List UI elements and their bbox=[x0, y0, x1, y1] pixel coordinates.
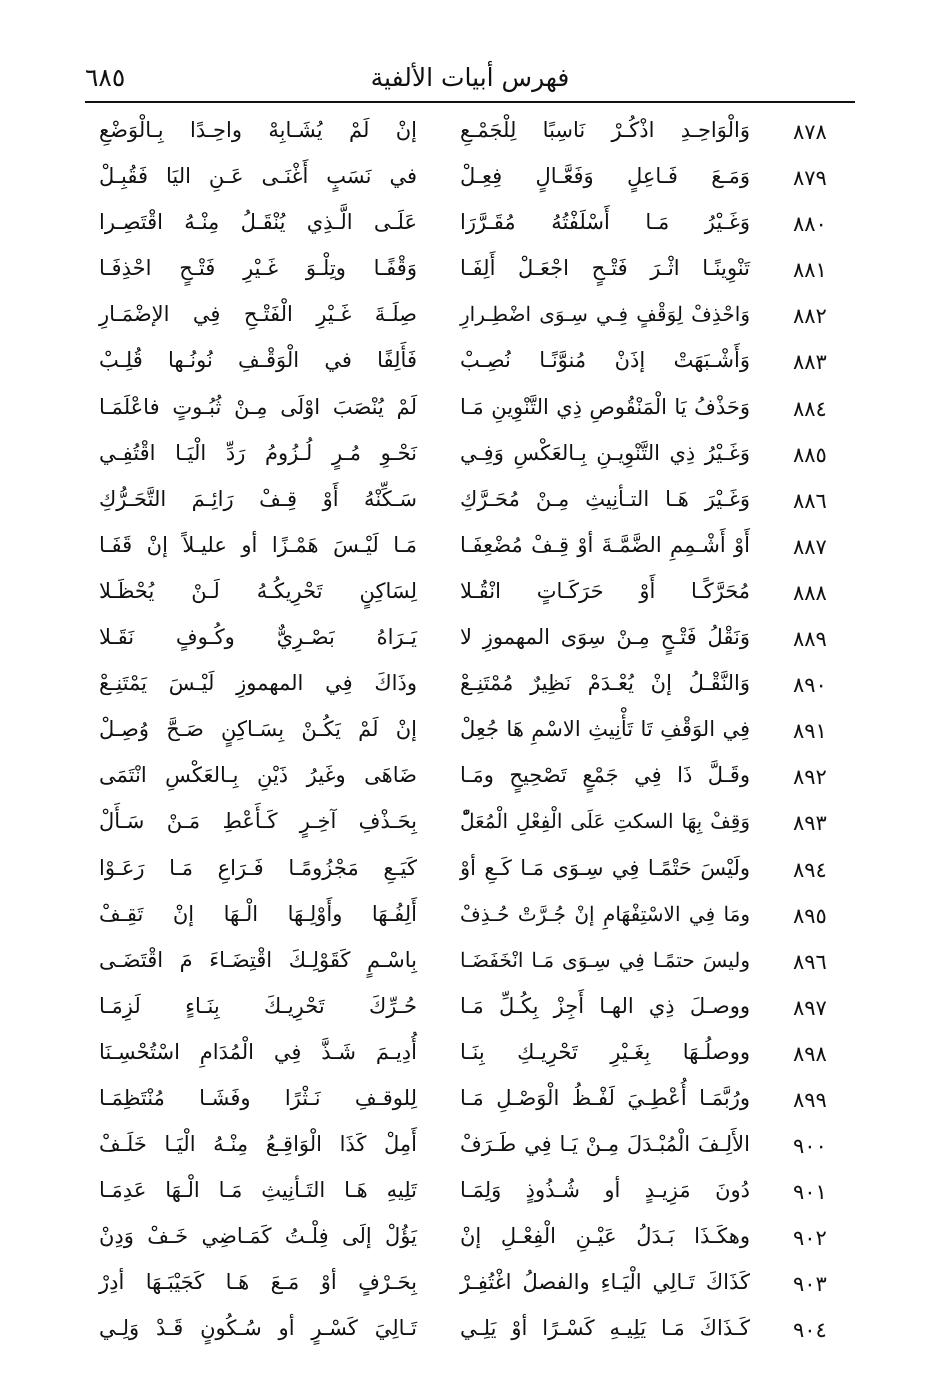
verse-row bbox=[100, 1172, 860, 1218]
verse-second-hemistich: أَمِلْ كَذَا الْوَاقِـعُ مِنْـهُ الْيَـا خَلَـفْ bbox=[99, 1132, 417, 1157]
verse-second-hemistich: بِحَـرْفٍ أوْ مَـعَ هَـا كَجَيْبَـهَا أدِرْ bbox=[99, 1270, 417, 1295]
verse-second-hemistich: في نَسَبٍ أَغْنَـى عَـنِ اليَا فَقُبِـلْ bbox=[99, 164, 417, 189]
verse-first-hemistich: فِي الوَقْفِ تَا تَأْنِيثِ الاسْمِ هَا جُعِلْ bbox=[460, 717, 750, 742]
verse-first-hemistich: وَنَقْلُ فَتْـحٍ مِـنْ سِوَى المهموزِ لا bbox=[460, 625, 750, 650]
verse-first-hemistich: وَمَـعَ فَـاعِلٍ وَفَعَّـالٍ فِعِـلْ bbox=[460, 164, 750, 189]
verse-number: ٨٩٠ bbox=[793, 673, 827, 698]
verse-row bbox=[100, 896, 860, 942]
verse-row bbox=[100, 204, 860, 250]
verse-first-hemistich: وَغَـيْرُ ذِي التَّنْوِيـنِ بِـالعَكْسِ وَفِـي bbox=[460, 440, 750, 465]
verse-first-hemistich: وَأَشْـبَهَتْ إذَنْ مُنوَّنًـا نُصِـبْ bbox=[460, 348, 750, 373]
verse-row bbox=[100, 711, 860, 757]
verse-second-hemistich: تَـالِيَ كَسْـرٍ أو سُـكُونٍ قَـدْ وَلِـي bbox=[99, 1316, 417, 1341]
verse-second-hemistich: نَحْـوِ مُـرٍ لُـزُومُ رَدِّ الْيَـا اقْتُفِـي bbox=[99, 440, 417, 465]
verse-second-hemistich: لَمْ يُنْصَبَ اوْلَى مِـنْ ثُبُـوتٍ فاعْلَمَـا bbox=[99, 394, 417, 419]
verse-row bbox=[100, 1126, 860, 1172]
verse-first-hemistich: وليسَ حتمًـا فِي سِـوَى مَـا انْخَفَضَـا bbox=[460, 947, 750, 972]
verse-number: ٨٩٩ bbox=[793, 1087, 827, 1112]
verse-row bbox=[100, 942, 860, 988]
verse-second-hemistich: يَـرَاهُ بَصْـرِيٌّ وكُـوفٍ نَقَـلا bbox=[99, 625, 417, 650]
page-number: ٦٨٥ bbox=[85, 63, 126, 92]
verse-first-hemistich: دُونَ مَزِيـدٍ أو شُـذُوذٍ وَلِمَـا bbox=[460, 1178, 750, 1203]
verse-row bbox=[100, 1034, 860, 1080]
verse-second-hemistich: عَلَـى الَّـذِي يُنْقَـلُ مِنْـهُ اقْتَصِـرا bbox=[99, 210, 417, 235]
verse-first-hemistich: وَالْوَاحِـدِ اذْكُـرْ نَاسِبًا لِلْجَمْـعِ bbox=[460, 118, 750, 142]
verse-row bbox=[100, 665, 860, 711]
verse-second-hemistich: بِاسْـمٍ كَقَوْلِـكَ اقْتِضَـاءَ مَ اقْتَضَـى bbox=[99, 947, 417, 972]
verse-number: ٨٨٦ bbox=[793, 488, 827, 513]
verse-row bbox=[100, 158, 860, 204]
verse-number: ٩٠٤ bbox=[793, 1318, 827, 1343]
verse-number: ٨٩٢ bbox=[793, 765, 827, 790]
page-header bbox=[85, 55, 855, 103]
verse-second-hemistich: سَـكِّنْهُ أَوْ قِـفْ رَائِـمَ التَّحَـرُّكِ bbox=[99, 486, 417, 511]
verse-row bbox=[100, 1218, 860, 1264]
verse-row bbox=[100, 573, 860, 619]
verse-number: ٨٩٧ bbox=[793, 995, 827, 1020]
verse-row bbox=[100, 481, 860, 527]
verse-first-hemistich: وَغَـيْرُ مَـا أَسْلَفْتُهُ مُقَـرَّرَا bbox=[460, 210, 750, 235]
verse-first-hemistich: أَوْ أَشْـمِمِ الضَّمَّـةَ أوْ قِـفْ مُضْعِفَـا bbox=[460, 532, 750, 557]
verse-row bbox=[100, 296, 860, 342]
verse-second-hemistich: إنْ لَمْ يُشَـابِهْ واحِـدًا بِـالْوَضْعِ bbox=[99, 118, 417, 142]
verse-row bbox=[100, 342, 860, 388]
verse-row bbox=[100, 757, 860, 803]
verse-second-hemistich: مَـا لَيْـسَ هَمْـزًا أو عليـلاً إنْ قَفَـا bbox=[99, 532, 417, 557]
verse-first-hemistich: وَغَـيْرَ هَـا التـأنِيثِ مِـنْ مُحَـرَّكِ bbox=[460, 486, 750, 511]
verse-row bbox=[100, 389, 860, 435]
verse-number: ٩٠٢ bbox=[793, 1226, 827, 1251]
verse-number: ٩٠١ bbox=[793, 1180, 827, 1205]
verse-row bbox=[100, 1264, 860, 1310]
verse-second-hemistich: يَؤُلْ إلَى فِلْـتُ كَمَـاضِي خَـفْ وَدِنْ bbox=[99, 1224, 417, 1249]
verse-first-hemistich: وقَـلَّ ذَا فِي جَمْعٍ تَصْحِيحٍ ومَـا bbox=[460, 763, 750, 788]
verse-number: ٨٨٢ bbox=[793, 304, 827, 329]
verse-number: ٨٩٦ bbox=[793, 949, 827, 974]
verse-first-hemistich: وَالنَّقْـلُ إنْ يُعْـدَمْ نَظِيرٌ مُمْتَنِـعْ bbox=[460, 671, 750, 696]
verse-number: ٨٨١ bbox=[793, 258, 827, 283]
verse-second-hemistich: ضَاهَى وغَيرُ ذَيْنِ بِـالعَكْسِ انْتَمَى bbox=[99, 763, 417, 788]
verse-row bbox=[100, 1310, 860, 1356]
verse-second-hemistich: تَلِيهِ هَـا التَـأنِيثِ مَـا الْـهَا عَدِمَـا bbox=[99, 1178, 417, 1203]
verse-number: ٨٨٠ bbox=[793, 212, 827, 237]
page-title: فهرس أبيات الألفية bbox=[370, 63, 570, 92]
verse-number: ٨٩٤ bbox=[793, 857, 827, 882]
verse-number: ٨٨٧ bbox=[793, 534, 827, 559]
verse-second-hemistich: حُـرِّكَ تَحْرِيـكَ بِنَـاءٍ لَزِمَـا bbox=[99, 993, 417, 1018]
verse-first-hemistich: ووصـلَ ذِي الهـا أَجِزْ بِكُـلِّ مَـا bbox=[460, 993, 750, 1018]
verse-second-hemistich: أُدِيـمَ شَـذَّ فِي الْمُدَامِ اسْتُحْسِـنَا bbox=[99, 1039, 417, 1064]
verse-second-hemistich: لِلوقـفِ نَـثْرًا وفَشَـا مُنْتَظِمَـا bbox=[99, 1085, 417, 1110]
verse-number: ٨٩١ bbox=[793, 719, 827, 744]
verse-number: ٨٧٨ bbox=[793, 120, 827, 144]
verse-second-hemistich: فَأَلِفًا في الْوَقْـفِ نُونُـها قُلِـبْ bbox=[99, 348, 417, 373]
verse-second-hemistich: كَيَـعِ مَجْزُومًـا فَـرَاعِ مَـا رَعَـوْا bbox=[99, 855, 417, 880]
verse-number: ٨٨٥ bbox=[793, 442, 827, 467]
verse-second-hemistich: صِلَـةَ غَـيْرِ الْفَتْـحِ فِي الإضْمَـارِ bbox=[99, 302, 417, 327]
verse-first-hemistich: ووصلُـهَا بِغَـيْرِ تَحْرِيـكِ بِنَـا bbox=[460, 1039, 750, 1064]
verse-row bbox=[100, 988, 860, 1034]
verse-row bbox=[100, 850, 860, 896]
verse-row bbox=[100, 435, 860, 481]
verse-second-hemistich: لِسَاكِنٍ تَحْرِيكُـهُ لَـنْ يُحْظَـلا bbox=[99, 578, 417, 603]
verse-row bbox=[100, 619, 860, 665]
verse-second-hemistich: وَقْفًـا وتِلْـوَ غَـيْرِ فَتْـحٍ احْذِفَـا bbox=[99, 256, 417, 281]
verse-number: ٨٨٩ bbox=[793, 627, 827, 652]
verse-number: ٨٨٣ bbox=[793, 350, 827, 375]
verse-row bbox=[100, 250, 860, 296]
verse-first-hemistich: ورُبَّمَـا أُعْطِـيَ لَفْـظُ الْوَصْـلِ مَـا bbox=[460, 1085, 750, 1110]
verse-first-hemistich: ولَيْسَ حَتْمًـا فِي سِـوَى مَـا كَـعِ أوْ bbox=[460, 855, 750, 880]
verse-index bbox=[100, 112, 860, 1357]
verse-second-hemistich: إنْ لَمْ يَكُـنْ بِسَـاكِنٍ صَـحَّ وُصِـلْ bbox=[99, 717, 417, 742]
verse-number: ٨٨٤ bbox=[793, 396, 827, 421]
verse-number: ٨٨٨ bbox=[793, 580, 827, 605]
verse-second-hemistich: بِحَـذْفِ آخِـرٍ كَـأَعْطِ مَـنْ سَـأَلْ bbox=[99, 809, 417, 834]
verse-row bbox=[100, 112, 860, 158]
verse-row bbox=[100, 527, 860, 573]
verse-second-hemistich: وذَاكَ فِي المهموزِ لَيْـسَ يَمْتَنِـعْ bbox=[99, 671, 417, 696]
verse-number: ٨٩٥ bbox=[793, 903, 827, 928]
verse-first-hemistich: وَحَذْفُ يَا الْمَنْقُوصِ ذِي التَّنْوِينِ مَـا bbox=[460, 394, 750, 419]
verse-first-hemistich: كَـذَاكَ مَـا يَلِيـهِ كَسْـرًا أوْ يَلِـي bbox=[460, 1316, 750, 1341]
verse-number: ٩٠٠ bbox=[793, 1134, 827, 1159]
verse-row bbox=[100, 1080, 860, 1126]
verse-number: ٨٩٨ bbox=[793, 1041, 827, 1066]
verse-first-hemistich: وَقِفْ بِهَا السكتِ عَلَى الْفِعْلِ الْمُعَلّْ bbox=[460, 809, 750, 834]
verse-first-hemistich: وهكَـذَا بَـدَلُ عَيْـنِ الْفِعْـلِ إنْ bbox=[460, 1224, 750, 1249]
verse-first-hemistich: ومَا فِي الاسْتِفْهَامِ إنْ جُـرَّتْ حُـذِفْ bbox=[460, 901, 750, 926]
verse-number: ٩٠٣ bbox=[793, 1272, 827, 1297]
verse-first-hemistich: مُحَرَّكًـا أَوْ حَرَكَـاتٍ انْقُـلا bbox=[460, 578, 750, 603]
verse-number: ٨٧٩ bbox=[793, 166, 827, 191]
verse-first-hemistich: كَذَاكَ تَـالِي الْيَـاءِ والفصلُ اغْتُفِـرْ bbox=[460, 1270, 750, 1295]
verse-first-hemistich: وَاحْذِفْ لِوَقْفٍ فِـي سِـوَى اضْطِـرارِ bbox=[460, 302, 750, 327]
verse-first-hemistich: الأَلِـفَ الْمُبْـدَلَ مِـنْ يَـا فِي طَـرَفْ bbox=[460, 1132, 750, 1157]
verse-second-hemistich: أَلِفُـهَا وأَوْلِـهَا الْـهَا إنْ تَقِـفْ bbox=[99, 901, 417, 926]
verse-number: ٨٩٣ bbox=[793, 811, 827, 836]
verse-row bbox=[100, 803, 860, 849]
verse-first-hemistich: تَنْوِينًـا اثْـرَ فَتْـحٍ اجْعَـلْ أَلِفَـا bbox=[460, 256, 750, 281]
